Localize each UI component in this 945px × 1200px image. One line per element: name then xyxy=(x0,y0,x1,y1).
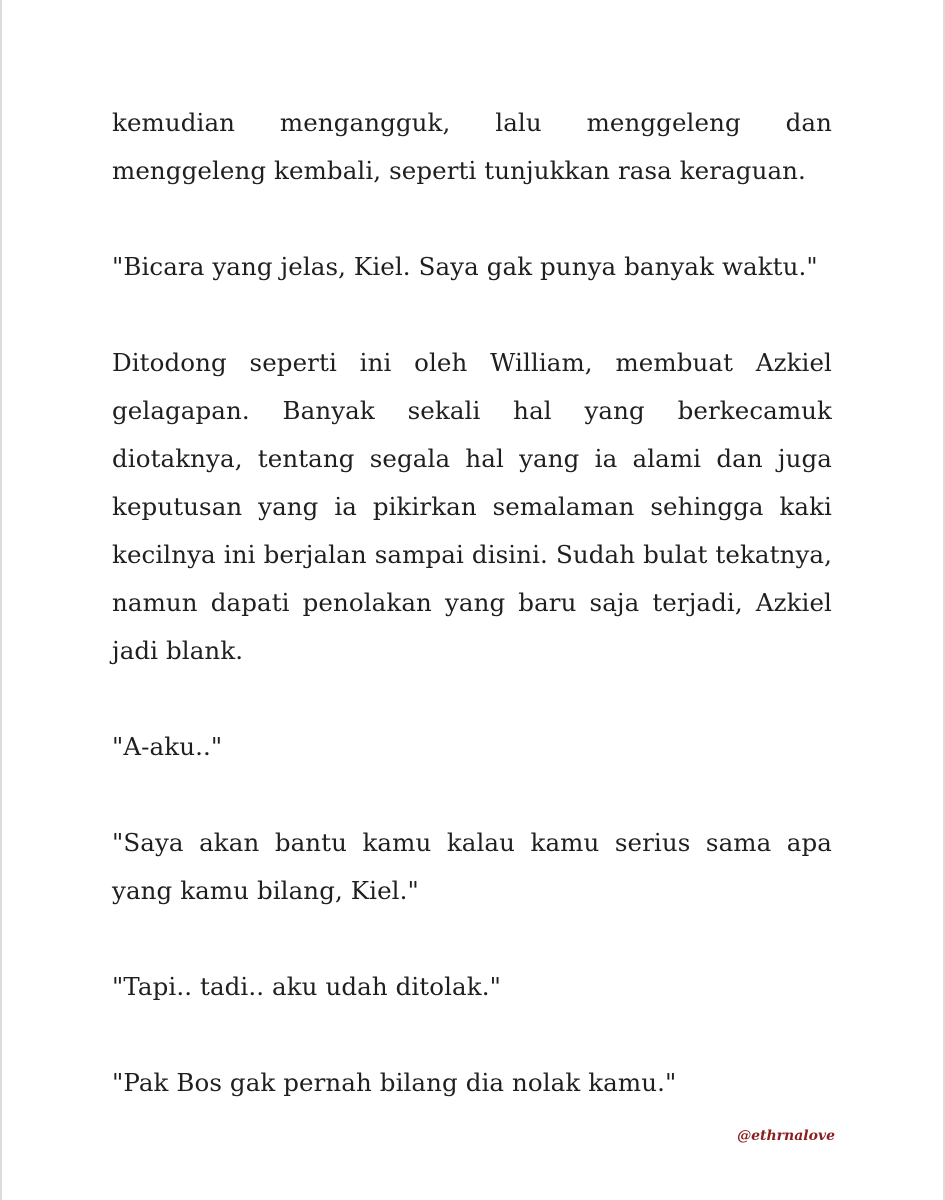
paragraph-5: "Saya akan bantu kamu kalau kamu serius sama apa yang kamu bilang, Kiel." xyxy=(112,828,832,905)
paragraph-3: Ditodong seperti ini oleh William, membuat Azkiel gelagapan. Banyak sekali hal yang berkecamuk diotaknya, tentang segala hal yang ia alami dan juga keputusan yang ia pikirkan semalaman sehingga kaki kecilnya ini berjalan sampai disini. Sudah bulat tekatnya, namun dapati penolakan yang baru saja terjadi, Azkiel jadi blank. xyxy=(112,348,832,665)
paragraph-7: "Pak Bos gak pernah bilang dia nolak kamu." xyxy=(112,1068,677,1097)
page-border-left xyxy=(0,0,2,1200)
author-watermark: @ethrnalove xyxy=(737,1128,835,1144)
paragraph-1: kemudian mengangguk, lalu menggeleng dan menggeleng kembali, seperti tunjukkan rasa keraguan. xyxy=(112,108,832,185)
story-text xyxy=(112,99,832,1155)
paragraph-6: "Tapi.. tadi.. aku udah ditolak." xyxy=(112,972,501,1001)
paragraph-4: "A-aku.." xyxy=(112,732,223,761)
paragraph-2: "Bicara yang jelas, Kiel. Saya gak punya banyak waktu." xyxy=(112,252,818,281)
